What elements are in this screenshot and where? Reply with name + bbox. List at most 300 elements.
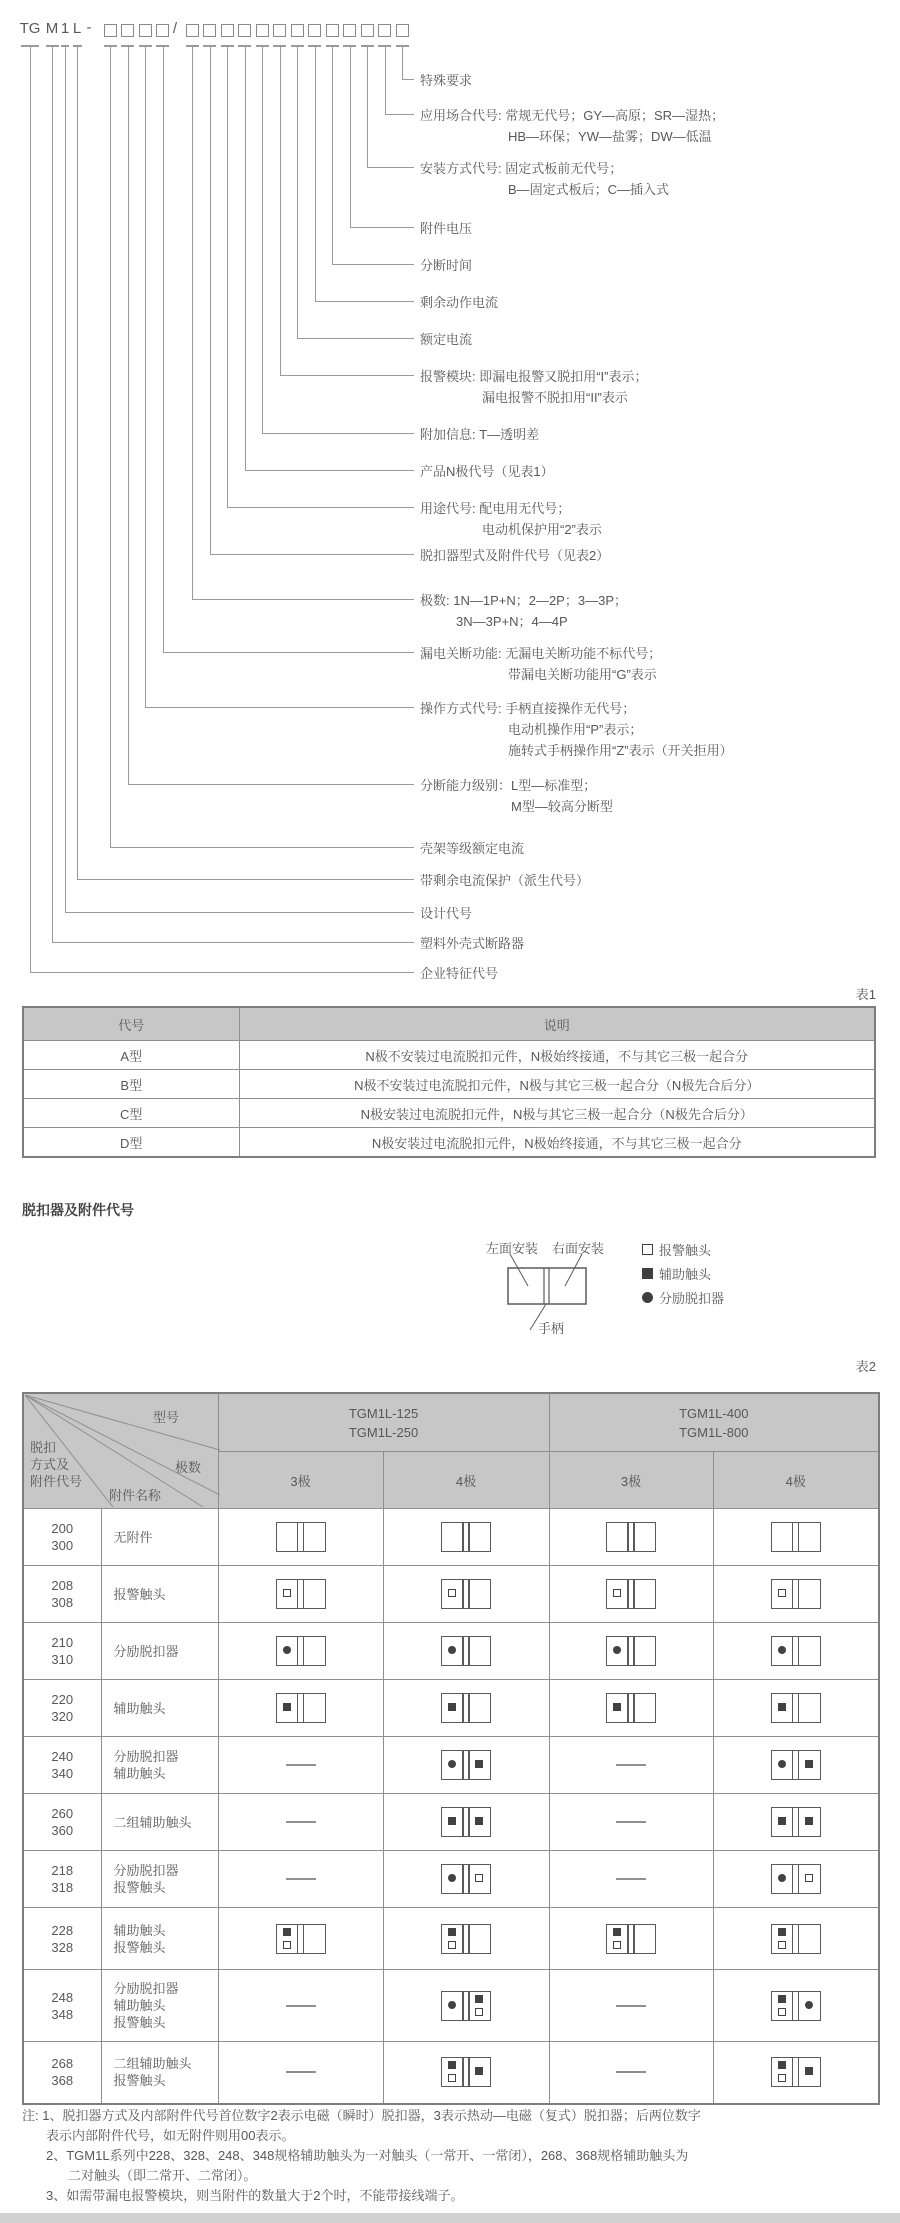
accessory-name bbox=[101, 1737, 218, 1794]
accessory-name bbox=[101, 1794, 218, 1851]
accessory-box bbox=[606, 1636, 656, 1666]
accessory-box bbox=[606, 1522, 656, 1552]
handle-slot-line bbox=[633, 1694, 635, 1722]
connector-line-horizontal bbox=[332, 264, 414, 265]
accessory-box bbox=[606, 1693, 656, 1723]
accessory-name-line: 报警触头 bbox=[113, 1880, 166, 1895]
corner-model-label: 型号 bbox=[153, 1410, 180, 1425]
shunt-symbol bbox=[805, 2001, 813, 2009]
accessory-codes bbox=[23, 1794, 101, 1851]
handle-slot-line bbox=[462, 1865, 464, 1893]
code-label bbox=[420, 903, 472, 924]
handle-slot-line bbox=[792, 1694, 794, 1722]
accessory-config-cell bbox=[713, 1970, 879, 2042]
accessory-name-line: 报警触头 bbox=[113, 2015, 166, 2030]
aux-symbol bbox=[613, 1703, 621, 1711]
code-label-line: 额定电流 bbox=[420, 332, 473, 347]
alarm-symbol bbox=[283, 1589, 291, 1597]
accessory-code: 260 bbox=[51, 1806, 74, 1821]
accessory-config-cell bbox=[549, 1680, 713, 1737]
model-code-box bbox=[156, 24, 169, 37]
shunt-symbol bbox=[448, 1760, 456, 1768]
accessory-codes bbox=[23, 1851, 101, 1908]
table1-header-code: 代号 bbox=[23, 1007, 239, 1041]
accessory-config-cell bbox=[549, 1908, 713, 1970]
footnote-line: 表示内部附件代号，如无附件则用00表示。 bbox=[46, 2128, 295, 2143]
model-code-char: L bbox=[72, 20, 82, 37]
aux-symbol bbox=[283, 1928, 291, 1936]
accessory-row bbox=[23, 1623, 879, 1680]
accessory-code: 368 bbox=[51, 2073, 74, 2089]
connector-line-vertical bbox=[227, 47, 228, 507]
accessory-box bbox=[441, 1924, 491, 1954]
accessory-code: 228 bbox=[51, 1922, 74, 1938]
accessory-name-line: 二组辅助触头 bbox=[113, 2056, 192, 2072]
code-label-line: 脱扣器型式及附件代号（见表2） bbox=[420, 548, 610, 563]
model-name: TGM1L-400 bbox=[679, 1405, 749, 1421]
handle-slot-line bbox=[798, 1865, 800, 1893]
accessory-codes bbox=[23, 1509, 101, 1566]
code-label bbox=[420, 775, 613, 817]
model-code-box bbox=[326, 24, 339, 37]
accessory-box bbox=[441, 1750, 491, 1780]
model-code-box bbox=[139, 24, 152, 37]
accessory-codes bbox=[23, 1908, 101, 1970]
code-label bbox=[420, 255, 472, 276]
table1-caption: 表1 bbox=[855, 987, 876, 1002]
accessory-code: 248 bbox=[51, 1989, 74, 2005]
accessory-config-cell bbox=[383, 1566, 549, 1623]
accessory-config-cell bbox=[549, 2042, 713, 2104]
handle-slot-line bbox=[798, 2058, 800, 2086]
handle-slot-line bbox=[633, 1523, 635, 1551]
accessory-config-cell bbox=[713, 1566, 879, 1623]
left-mount-pointer-line bbox=[510, 1254, 528, 1286]
table-row bbox=[23, 1099, 875, 1128]
aux-symbol bbox=[778, 1995, 786, 2003]
handle-slot-line bbox=[297, 1580, 299, 1608]
handle-slot-line bbox=[468, 1751, 470, 1779]
accessory-config-cell bbox=[383, 1509, 549, 1566]
accessory-name bbox=[101, 1680, 218, 1737]
accessory-row bbox=[23, 1908, 879, 1970]
handle-slot-line bbox=[792, 1523, 794, 1551]
model-code-box bbox=[203, 24, 216, 37]
handle-slot-line bbox=[297, 1523, 299, 1551]
alarm-symbol bbox=[613, 1941, 621, 1949]
accessory-code: 340 bbox=[51, 1766, 74, 1781]
handle-slot-line bbox=[792, 1637, 794, 1665]
accessory-box bbox=[441, 1693, 491, 1723]
model-name: TGM1L-250 bbox=[348, 1424, 419, 1440]
model-code-box bbox=[238, 24, 251, 37]
footnotes bbox=[22, 2106, 882, 2206]
accessory-config-cell bbox=[383, 1680, 549, 1737]
accessory-row bbox=[23, 2042, 879, 2104]
handle-slot-line bbox=[303, 1580, 305, 1608]
code-label-line: HB—环保；YW—盐雾；DW—低温 bbox=[508, 129, 712, 144]
legend-label: 分励脱扣器 bbox=[659, 1291, 725, 1306]
shunt-symbol bbox=[778, 1874, 786, 1882]
mount-right-label: 右面安装 bbox=[552, 1241, 605, 1256]
handle-slot-line bbox=[627, 1925, 629, 1953]
handle-slot-line bbox=[462, 1992, 464, 2020]
accessory-box bbox=[441, 2057, 491, 2087]
connector-line-vertical bbox=[110, 47, 111, 847]
n-pole-code-table bbox=[22, 1006, 876, 1158]
model-code-box bbox=[221, 24, 234, 37]
handle-slot-line bbox=[462, 1751, 464, 1779]
handle-slot-line bbox=[303, 1925, 305, 1953]
code-label bbox=[420, 329, 472, 350]
n-pole-code: A型 bbox=[23, 1041, 239, 1070]
shunt-symbol bbox=[283, 1646, 291, 1654]
accessory-name bbox=[101, 1566, 218, 1623]
connector-line-horizontal bbox=[210, 554, 415, 555]
code-label-line: 壳架等级额定电流 bbox=[420, 841, 525, 856]
model-code-char: 1 bbox=[60, 20, 70, 37]
connector-line-horizontal bbox=[110, 847, 414, 848]
table2-corner-cell bbox=[23, 1393, 218, 1509]
connector-line-vertical bbox=[30, 47, 31, 972]
handle-slot-line bbox=[798, 1694, 800, 1722]
code-label bbox=[420, 366, 648, 408]
connector-line-vertical bbox=[163, 47, 164, 652]
handle-slot-line bbox=[627, 1580, 629, 1608]
code-label-line: 安装方式代号: 固定式板前无代号； bbox=[420, 161, 623, 176]
connector-line-vertical bbox=[315, 47, 316, 301]
accessory-box bbox=[276, 1579, 326, 1609]
handle-slot-line bbox=[303, 1637, 305, 1665]
accessory-name-line: 分励脱扣器 bbox=[113, 1749, 179, 1764]
alarm-symbol bbox=[805, 1874, 813, 1882]
legend-item bbox=[642, 1288, 724, 1307]
alarm-symbol bbox=[778, 1589, 786, 1597]
code-label-line: 漏电报警不脱扣用“II”表示 bbox=[482, 390, 628, 405]
corner-trip-label-line: 脱扣 bbox=[30, 1440, 57, 1455]
code-label bbox=[420, 158, 669, 200]
handle-slot-line bbox=[468, 1637, 470, 1665]
n-pole-desc: N极安装过电流脱扣元件，N极始终接通，不与其它三极一起合分 bbox=[239, 1128, 875, 1158]
legend-label: 辅助触头 bbox=[659, 1267, 712, 1282]
handle-slot-line bbox=[792, 2058, 794, 2086]
connector-line-horizontal bbox=[227, 507, 414, 508]
handle-slot-line bbox=[633, 1925, 635, 1953]
handle-slot-line bbox=[468, 1694, 470, 1722]
aux-symbol bbox=[475, 1817, 483, 1825]
handle-slot-line bbox=[462, 1637, 464, 1665]
code-label-line: 报警模块: 即漏电报警又脱扣用“I”表示； bbox=[420, 369, 648, 384]
code-label bbox=[420, 292, 498, 313]
n-pole-desc: N极不安装过电流脱扣元件，N极与其它三极一起合分（N极先合后分） bbox=[239, 1070, 875, 1099]
model-code-box bbox=[308, 24, 321, 37]
model-code-box bbox=[256, 24, 269, 37]
accessory-box bbox=[441, 1522, 491, 1552]
page-bottom-strip bbox=[0, 2213, 900, 2223]
handle-label: 手柄 bbox=[538, 1321, 565, 1336]
accessory-name-line: 报警触头 bbox=[113, 1939, 166, 1955]
handle-slot-line bbox=[792, 1925, 794, 1953]
footnote-line: 二对触头（即二常开、二常闭）。 bbox=[68, 2168, 257, 2183]
accessory-config-cell bbox=[218, 1851, 383, 1908]
aux-symbol bbox=[778, 1928, 786, 1936]
accessory-code: 220 bbox=[51, 1692, 74, 1707]
code-label bbox=[420, 963, 498, 984]
handle-slot-line bbox=[792, 1751, 794, 1779]
model-code-box bbox=[343, 24, 356, 37]
handle-slot-line bbox=[468, 1808, 470, 1836]
connector-line-horizontal bbox=[385, 114, 415, 115]
code-label bbox=[420, 933, 524, 954]
accessory-code: 328 bbox=[51, 1939, 74, 1955]
code-label-line: 企业特征代号 bbox=[420, 966, 499, 981]
accessory-config-cell bbox=[383, 1794, 549, 1851]
model-name: TGM1L-800 bbox=[679, 1424, 749, 1440]
accessory-code: 320 bbox=[51, 1709, 74, 1724]
code-label-line: 分断时间 bbox=[420, 258, 473, 273]
n-pole-code: C型 bbox=[23, 1099, 239, 1128]
accessory-name bbox=[101, 2042, 218, 2104]
code-label-line: 带剩余电流保护（派生代号） bbox=[420, 873, 590, 888]
connector-line-horizontal bbox=[30, 972, 414, 973]
aux-symbol bbox=[778, 2061, 786, 2069]
connector-line-horizontal bbox=[262, 433, 414, 434]
code-label-line: M型—较高分断型 bbox=[511, 799, 613, 814]
accessory-code: 218 bbox=[51, 1863, 74, 1878]
accessory-row bbox=[23, 1509, 879, 1566]
accessory-box bbox=[606, 1924, 656, 1954]
code-label-line: 极数: 1N—1P+N；2—2P；3—3P； bbox=[420, 593, 627, 608]
accessory-config-cell bbox=[383, 1908, 549, 1970]
accessory-box bbox=[441, 1991, 491, 2021]
accessory-config-cell bbox=[549, 1794, 713, 1851]
accessory-codes bbox=[23, 1737, 101, 1794]
accessory-config-cell bbox=[218, 1680, 383, 1737]
handle-slot-line bbox=[462, 1580, 464, 1608]
accessory-box bbox=[276, 1693, 326, 1723]
accessory-code: 200 bbox=[51, 1521, 74, 1536]
handle-slot-line bbox=[798, 1925, 800, 1953]
accessory-name bbox=[101, 1970, 218, 2042]
code-label bbox=[420, 643, 661, 685]
alarm-symbol bbox=[448, 1589, 456, 1597]
n-pole-code: B型 bbox=[23, 1070, 239, 1099]
model-code-slash: / bbox=[172, 20, 178, 37]
code-label bbox=[420, 218, 472, 239]
accessory-box bbox=[441, 1807, 491, 1837]
accessory-box bbox=[771, 1579, 821, 1609]
accessory-config-cell bbox=[218, 1908, 383, 1970]
n-pole-desc: N极安装过电流脱扣元件，N极与其它三极一起合分（N极先合后分） bbox=[239, 1099, 875, 1128]
accessory-name-line: 二组辅助触头 bbox=[113, 1814, 192, 1830]
accessory-box bbox=[276, 1522, 326, 1552]
aux-symbol bbox=[805, 1760, 813, 1768]
model-group-header bbox=[549, 1393, 879, 1452]
accessory-config-cell bbox=[713, 2042, 879, 2104]
table2-header-row-models bbox=[23, 1393, 879, 1452]
accessory-row bbox=[23, 1970, 879, 2042]
connector-line-vertical bbox=[402, 47, 403, 79]
corner-trip-label-line: 方式及 bbox=[30, 1457, 70, 1472]
accessory-codes bbox=[23, 1970, 101, 2042]
shunt-symbol bbox=[778, 1646, 786, 1654]
accessory-config-cell bbox=[549, 1623, 713, 1680]
accessory-box bbox=[771, 1693, 821, 1723]
corner-trip-label-line: 附件代号 bbox=[30, 1474, 83, 1489]
code-label-line: 用途代号: 配电用无代号； bbox=[420, 501, 571, 516]
accessory-config-cell bbox=[713, 1908, 879, 1970]
accessory-box bbox=[606, 1579, 656, 1609]
table-row bbox=[23, 1128, 875, 1158]
alarm-symbol bbox=[778, 2008, 786, 2016]
not-available-dash bbox=[286, 1821, 316, 1823]
model-code-box bbox=[121, 24, 134, 37]
accessory-config-cell bbox=[549, 1566, 713, 1623]
code-label-line: 电动机操作用“P”表示； bbox=[508, 722, 643, 737]
accessory-code: 348 bbox=[51, 2006, 74, 2022]
accessory-config-cell bbox=[549, 1737, 713, 1794]
accessory-name bbox=[101, 1509, 218, 1566]
accessory-config-cell bbox=[383, 1970, 549, 2042]
alarm-symbol bbox=[283, 1941, 291, 1949]
handle-slot-line bbox=[798, 1751, 800, 1779]
table1-header-row bbox=[23, 1007, 875, 1041]
model-code-box bbox=[186, 24, 199, 37]
connector-line-horizontal bbox=[192, 599, 414, 600]
breaker-body-outline bbox=[508, 1268, 586, 1304]
pole-count-header: 4极 bbox=[383, 1452, 549, 1509]
model-code-char: TG bbox=[19, 20, 41, 37]
code-label bbox=[420, 105, 724, 147]
handle-slot-line bbox=[468, 1580, 470, 1608]
handle-slot-line bbox=[633, 1637, 635, 1665]
connector-line-vertical bbox=[262, 47, 263, 433]
model-group-header bbox=[218, 1393, 549, 1452]
code-label-line: 漏电关断功能: 无漏电关断功能不标代号； bbox=[420, 646, 662, 661]
accessory-config-cell bbox=[218, 1509, 383, 1566]
code-label-line: 操作方式代号: 手柄直接操作无代号； bbox=[420, 701, 636, 716]
aux-symbol bbox=[448, 1928, 456, 1936]
model-code-box bbox=[104, 24, 117, 37]
handle-slot-line bbox=[792, 1992, 794, 2020]
connector-line-vertical bbox=[297, 47, 298, 338]
accessory-config-cell bbox=[218, 1970, 383, 2042]
code-label bbox=[420, 870, 589, 891]
alarm-symbol bbox=[778, 1941, 786, 1949]
mount-left-label: 左面安装 bbox=[486, 1241, 539, 1256]
code-label-line: 分断能力级别：L型—标准型； bbox=[420, 778, 597, 793]
accessory-config-cell bbox=[713, 1680, 879, 1737]
aux-symbol bbox=[805, 1817, 813, 1825]
alarm-symbol bbox=[475, 1874, 483, 1882]
accessory-config-cell bbox=[713, 1737, 879, 1794]
n-pole-code: D型 bbox=[23, 1128, 239, 1158]
accessory-row bbox=[23, 1566, 879, 1623]
connector-line-horizontal bbox=[163, 652, 415, 653]
aux-symbol bbox=[448, 1817, 456, 1825]
not-available-dash bbox=[286, 2005, 316, 2007]
handle-slot-line bbox=[468, 1865, 470, 1893]
connector-line-horizontal bbox=[297, 338, 414, 339]
code-label bbox=[420, 590, 627, 632]
code-label-line: 塑料外壳式断路器 bbox=[420, 936, 525, 951]
accessory-box bbox=[441, 1864, 491, 1894]
shunt-symbol bbox=[613, 1646, 621, 1654]
handle-slot-line bbox=[468, 1992, 470, 2020]
table2-corner-diagonals bbox=[25, 1395, 217, 1507]
accessory-name-line: 辅助触头 bbox=[113, 1922, 166, 1938]
handle-slot-line bbox=[303, 1694, 305, 1722]
accessory-config-cell bbox=[218, 1623, 383, 1680]
code-label-line: 3N—3P+N；4—4P bbox=[456, 614, 568, 629]
code-label-line: 剩余动作电流 bbox=[420, 295, 499, 310]
accessory-name bbox=[101, 1908, 218, 1970]
code-label bbox=[420, 70, 472, 91]
alarm-symbol bbox=[613, 1589, 621, 1597]
connector-line-horizontal bbox=[52, 942, 414, 943]
connector-line-horizontal bbox=[65, 912, 414, 913]
accessory-box bbox=[771, 1991, 821, 2021]
accessory-box bbox=[276, 1924, 326, 1954]
accessory-box bbox=[771, 1636, 821, 1666]
accessory-config-cell bbox=[383, 1623, 549, 1680]
aux-symbol bbox=[448, 2061, 456, 2069]
accessory-box bbox=[771, 2057, 821, 2087]
accessory-config-cell bbox=[218, 1794, 383, 1851]
footnote-line: 注: 1、脱扣器方式及内部附件代号首位数字2表示电磁（瞬时）脱扣器，3表示热动—电磁（复式）脱扣器；后两位数字 bbox=[22, 2108, 701, 2123]
connector-line-horizontal bbox=[315, 301, 415, 302]
legend-item bbox=[642, 1264, 711, 1283]
alarm-symbol bbox=[642, 1244, 653, 1255]
handle-slot-line bbox=[633, 1580, 635, 1608]
accessory-config-cell bbox=[383, 2042, 549, 2104]
accessory-box bbox=[771, 1924, 821, 1954]
accessory-config-cell bbox=[383, 1737, 549, 1794]
connector-line-vertical bbox=[128, 47, 129, 784]
code-label-line: 设计代号 bbox=[420, 906, 473, 921]
handle-slot-line bbox=[792, 1580, 794, 1608]
not-available-dash bbox=[616, 1821, 646, 1823]
accessory-row bbox=[23, 1794, 879, 1851]
connector-line-horizontal bbox=[128, 784, 415, 785]
handle-slot-line bbox=[798, 1523, 800, 1551]
accessory-config-cell bbox=[713, 1509, 879, 1566]
connector-line-horizontal bbox=[77, 879, 414, 880]
accessory-code: 318 bbox=[51, 1880, 74, 1895]
connector-line-vertical bbox=[210, 47, 211, 554]
handle-slot-line bbox=[462, 1523, 464, 1551]
shunt-symbol bbox=[448, 1874, 456, 1882]
shunt-symbol bbox=[778, 1760, 786, 1768]
handle-slot-line bbox=[468, 2058, 470, 2086]
aux-symbol bbox=[475, 2067, 483, 2075]
handle-slot-line bbox=[798, 1992, 800, 2020]
model-code-box bbox=[291, 24, 304, 37]
handle-slot-line bbox=[462, 1925, 464, 1953]
n-pole-desc: N极不安装过电流脱扣元件，N极始终接通，不与其它三极一起合分 bbox=[239, 1041, 875, 1070]
connector-line-horizontal bbox=[280, 375, 415, 376]
handle-slot-line bbox=[798, 1808, 800, 1836]
shunt-symbol bbox=[642, 1292, 653, 1303]
aux-symbol bbox=[448, 1703, 456, 1711]
aux-symbol bbox=[475, 1995, 483, 2003]
model-name: TGM1L-125 bbox=[348, 1405, 419, 1421]
accessory-row bbox=[23, 1680, 879, 1737]
handle-slot-line bbox=[798, 1580, 800, 1608]
accessory-config-cell bbox=[713, 1851, 879, 1908]
code-label bbox=[420, 498, 602, 540]
not-available-dash bbox=[616, 1764, 646, 1766]
